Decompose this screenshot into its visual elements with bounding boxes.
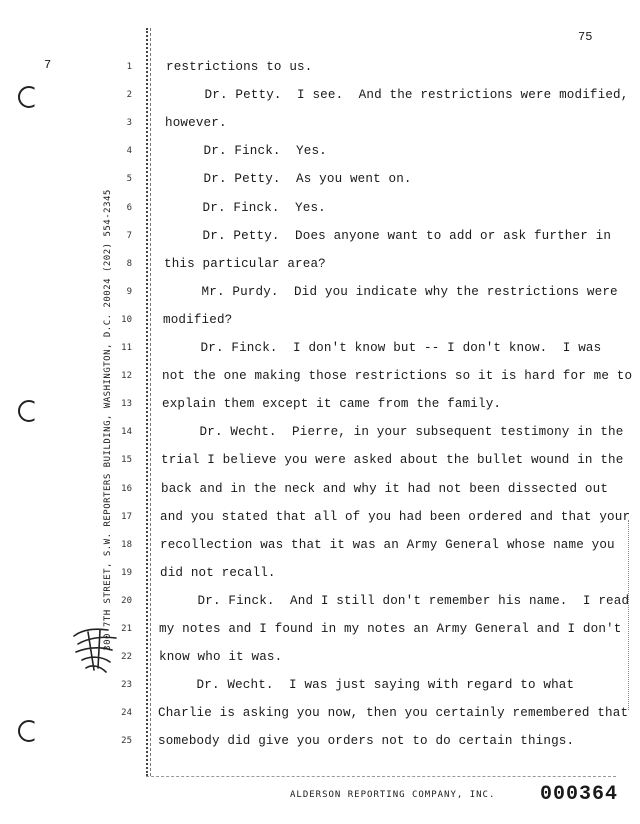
vertical-address: 300 7TH STREET, S.W. REPORTERS BUILDING, WASHINGTON, D.C. 20024 (202) 554-2345: [103, 189, 113, 651]
line-number: 14: [121, 427, 132, 438]
line-number: 12: [121, 371, 132, 382]
line-number: 15: [121, 455, 132, 466]
line-number: 16: [121, 483, 132, 494]
line-number: 13: [121, 399, 132, 410]
transcript-line: modified?: [163, 312, 233, 327]
line-number: 21: [121, 624, 132, 634]
transcript-line: Dr. Petty. Does anyone want to add or ask further in: [164, 228, 612, 243]
page-number: 75: [578, 30, 593, 44]
transcript-line: however.: [165, 116, 227, 131]
transcript-line: Dr. Petty. As you went on.: [165, 172, 412, 187]
line-number: 20: [121, 595, 132, 606]
margin-rule: [146, 28, 148, 776]
footer-company: ALDERSON REPORTING COMPANY, INC.: [290, 790, 496, 800]
line-number: 11: [121, 343, 132, 353]
transcript-line: back and in the neck and why it had not been dissected out: [161, 481, 609, 496]
transcript-line: Charlie is asking you now, then you certainly remembered that: [158, 706, 629, 721]
line-number: 4: [126, 146, 132, 157]
transcript-line: Dr. Petty. I see. And the restrictions were modified,: [166, 88, 629, 103]
transcript-line: Dr. Wecht. Pierre, in your subsequent testimony in the: [161, 425, 624, 440]
transcript-line: my notes and I found in my notes an Army General and I don't: [159, 622, 622, 636]
line-number: 1: [126, 62, 132, 72]
line-number: 17: [121, 511, 132, 522]
bates-number: 000364: [540, 783, 619, 806]
transcript-line: Dr. Finck. Yes.: [165, 144, 327, 159]
punch-hole: [18, 400, 40, 422]
line-number: 2: [126, 90, 132, 101]
line-number: 9: [126, 286, 132, 297]
line-number: 7: [126, 230, 132, 241]
transcript-line: recollection was that it was an Army General whose name you: [160, 537, 615, 552]
transcript-line: this particular area?: [164, 256, 326, 271]
transcript-line: did not recall.: [160, 565, 276, 580]
line-number: 18: [121, 539, 132, 550]
line-number: 19: [121, 567, 132, 578]
transcript-line: explain them except it came from the family.: [162, 397, 502, 412]
line-number: 23: [121, 680, 132, 691]
transcript-line: Mr. Purdy. Did you indicate why the restrictions were: [163, 284, 618, 299]
line-number: 25: [121, 736, 132, 747]
line-number: 3: [126, 118, 132, 129]
line-number: 5: [126, 174, 132, 185]
punch-hole: [18, 86, 40, 108]
transcript-line: know who it was.: [159, 650, 283, 665]
transcript-line: and you stated that all of you had been ordered and that your: [160, 509, 631, 524]
transcript-line: restrictions to us.: [166, 60, 313, 74]
transcript-line: trial I believe you were asked about the bullet wound in the: [161, 453, 624, 468]
margin-rule: [150, 28, 151, 776]
line-number: 10: [121, 314, 132, 325]
right-rule: [628, 520, 629, 710]
transcript-line: not the one making those restrictions so it is hard for me to: [162, 369, 633, 384]
bottom-rule: [146, 776, 616, 777]
margin-mark: 7: [44, 58, 52, 72]
transcript-line: Dr. Finck. I don't know but -- I don't know. I was: [162, 341, 602, 355]
line-number: 22: [121, 652, 132, 663]
transcript-line: Dr. Wecht. I was just saying with regard to what: [158, 678, 575, 693]
line-number: 8: [126, 258, 132, 269]
transcript-line: Dr. Finck. And I still don't remember his name. I read: [159, 593, 630, 608]
transcript-line: somebody did give you orders not to do certain things.: [158, 734, 575, 749]
transcript-line: Dr. Finck. Yes.: [164, 200, 326, 215]
line-number: 6: [126, 202, 132, 213]
line-number: 24: [121, 708, 132, 719]
punch-hole: [18, 720, 40, 742]
